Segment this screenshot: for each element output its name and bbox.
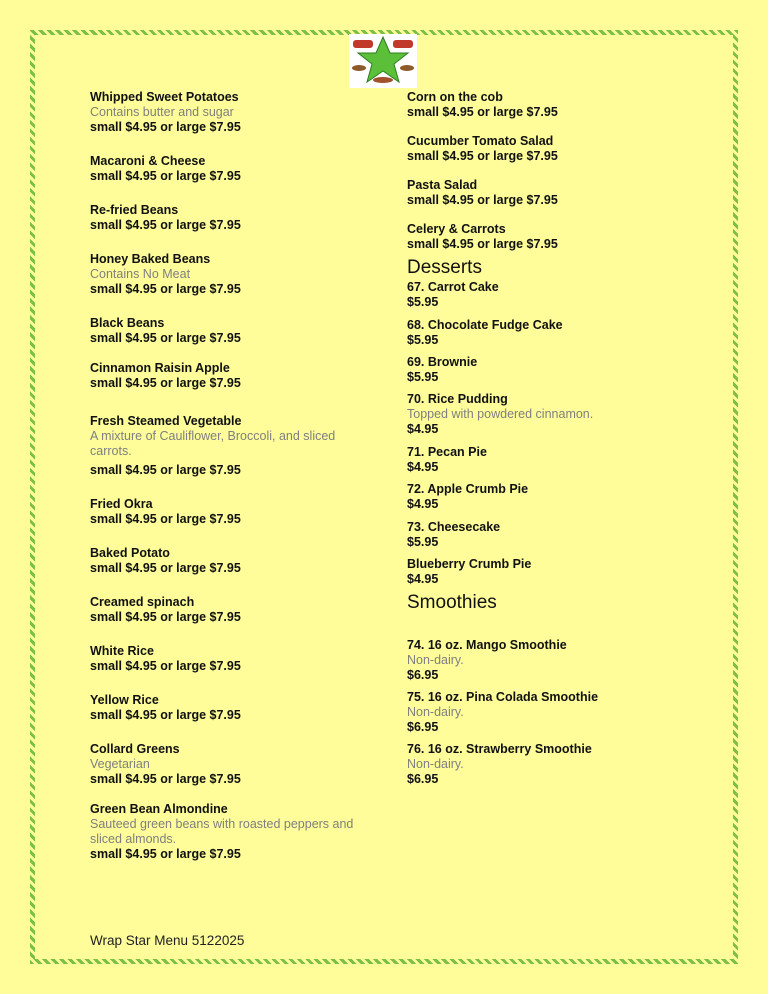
menu-item (90, 742, 380, 802)
item-name: Yellow Rice (90, 693, 159, 707)
item-price: small $4.95 or large $7.95 (407, 105, 558, 119)
item-price: small $4.95 or large $7.95 (90, 376, 241, 390)
menu-item (407, 638, 707, 690)
menu-item (407, 178, 707, 222)
item-name: 68. Chocolate Fudge Cake (407, 318, 563, 332)
item-price: $5.95 (407, 370, 439, 384)
item-name: Whipped Sweet Potatoes (90, 90, 239, 104)
item-name: Fried Okra (90, 497, 153, 511)
item-desc: Sauteed green beans with roasted peppers and sliced almonds. (90, 817, 354, 846)
item-desc: Non-dairy. (407, 653, 464, 667)
item-name: Macaroni & Cheese (90, 154, 206, 168)
item-name: Fresh Steamed Vegetable (90, 414, 242, 428)
menu-item (90, 546, 380, 595)
menu-item (407, 445, 707, 482)
item-price: $5.95 (407, 333, 439, 347)
item-price: $4.95 (407, 460, 439, 474)
item-name: Blueberry Crumb Pie (407, 557, 532, 571)
menu-item (90, 252, 380, 316)
item-name: 71. Pecan Pie (407, 445, 487, 459)
menu-item (90, 90, 380, 154)
menu-item (407, 520, 707, 557)
item-name: Black Beans (90, 316, 165, 330)
menu-item (407, 280, 707, 318)
item-name: Creamed spinach (90, 595, 195, 609)
item-price: $6.95 (407, 720, 439, 734)
item-desc: Topped with powdered cinnamon. (407, 407, 594, 421)
item-price: small $4.95 or large $7.95 (90, 610, 241, 624)
item-price: $4.95 (407, 497, 439, 511)
menu-item (407, 134, 707, 178)
menu-item (90, 497, 380, 546)
item-name: Honey Baked Beans (90, 252, 211, 266)
item-name: Cucumber Tomato Salad (407, 134, 554, 148)
smoothies-heading: Smoothies (407, 592, 497, 613)
item-price: $6.95 (407, 668, 439, 682)
item-price: small $4.95 or large $7.95 (90, 561, 241, 575)
item-name: Green Bean Almondine (90, 802, 228, 816)
item-name: 73. Cheesecake (407, 520, 501, 534)
item-desc: Contains butter and sugar (90, 105, 234, 119)
item-name: 69. Brownie (407, 355, 478, 369)
item-name: Pasta Salad (407, 178, 478, 192)
item-price: small $4.95 or large $7.95 (407, 237, 558, 251)
menu-item (90, 595, 380, 644)
menu-item (407, 742, 707, 794)
menu-item (407, 690, 707, 742)
item-price: small $4.95 or large $7.95 (90, 708, 241, 722)
item-price: small $4.95 or large $7.95 (90, 331, 241, 345)
menu-item (90, 154, 380, 203)
item-name: Celery & Carrots (407, 222, 506, 236)
menu-item (90, 316, 380, 361)
item-name: 72. Apple Crumb Pie (407, 482, 529, 496)
menu-item (407, 318, 707, 355)
item-price: small $4.95 or large $7.95 (90, 847, 241, 861)
item-price: $4.95 (407, 572, 439, 586)
menu-item (407, 557, 707, 590)
item-name: White Rice (90, 644, 154, 658)
item-price: small $4.95 or large $7.95 (90, 169, 241, 183)
item-desc: Vegetarian (90, 757, 150, 771)
wrap-star-logo (349, 34, 417, 88)
item-price: small $4.95 or large $7.95 (90, 463, 241, 477)
menu-item (90, 361, 380, 414)
menu-item (407, 222, 707, 257)
item-name: 74. 16 oz. Mango Smoothie (407, 638, 567, 652)
item-name: Corn on the cob (407, 90, 503, 104)
menu-item (90, 414, 380, 497)
item-price: small $4.95 or large $7.95 (407, 193, 558, 207)
desserts-heading: Desserts (407, 257, 482, 278)
item-price: small $4.95 or large $7.95 (90, 282, 241, 296)
item-name: 76. 16 oz. Strawberry Smoothie (407, 742, 592, 756)
item-name: 75. 16 oz. Pina Colada Smoothie (407, 690, 599, 704)
item-name: Cinnamon Raisin Apple (90, 361, 230, 375)
item-name: 70. Rice Pudding (407, 392, 508, 406)
menu-item (407, 355, 707, 392)
item-price: $5.95 (407, 535, 439, 549)
item-price: small $4.95 or large $7.95 (90, 772, 241, 786)
item-desc: Non-dairy. (407, 705, 464, 719)
item-price: small $4.95 or large $7.95 (90, 512, 241, 526)
menu-item (90, 802, 380, 866)
item-name: Collard Greens (90, 742, 180, 756)
menu-item (90, 693, 380, 742)
menu-item (407, 90, 707, 134)
menu-item (90, 644, 380, 693)
left-column (90, 90, 380, 866)
item-name: 67. Carrot Cake (407, 280, 499, 294)
item-name: Re-fried Beans (90, 203, 179, 217)
footer-text: Wrap Star Menu 5122025 (90, 933, 245, 948)
item-desc: Non-dairy. (407, 757, 464, 771)
menu-item (90, 203, 380, 252)
right-column (407, 90, 707, 794)
item-price: small $4.95 or large $7.95 (90, 659, 241, 673)
item-name: Baked Potato (90, 546, 170, 560)
item-price: small $4.95 or large $7.95 (90, 120, 241, 134)
menu-item (407, 392, 707, 445)
item-price: small $4.95 or large $7.95 (90, 218, 241, 232)
item-price: $5.95 (407, 295, 439, 309)
item-price: $4.95 (407, 422, 439, 436)
item-price: $6.95 (407, 772, 439, 786)
item-price: small $4.95 or large $7.95 (407, 149, 558, 163)
item-desc: Contains No Meat (90, 267, 191, 281)
item-desc: A mixture of Cauliflower, Broccoli, and sliced carrots. (90, 429, 336, 458)
menu-item (407, 482, 707, 520)
